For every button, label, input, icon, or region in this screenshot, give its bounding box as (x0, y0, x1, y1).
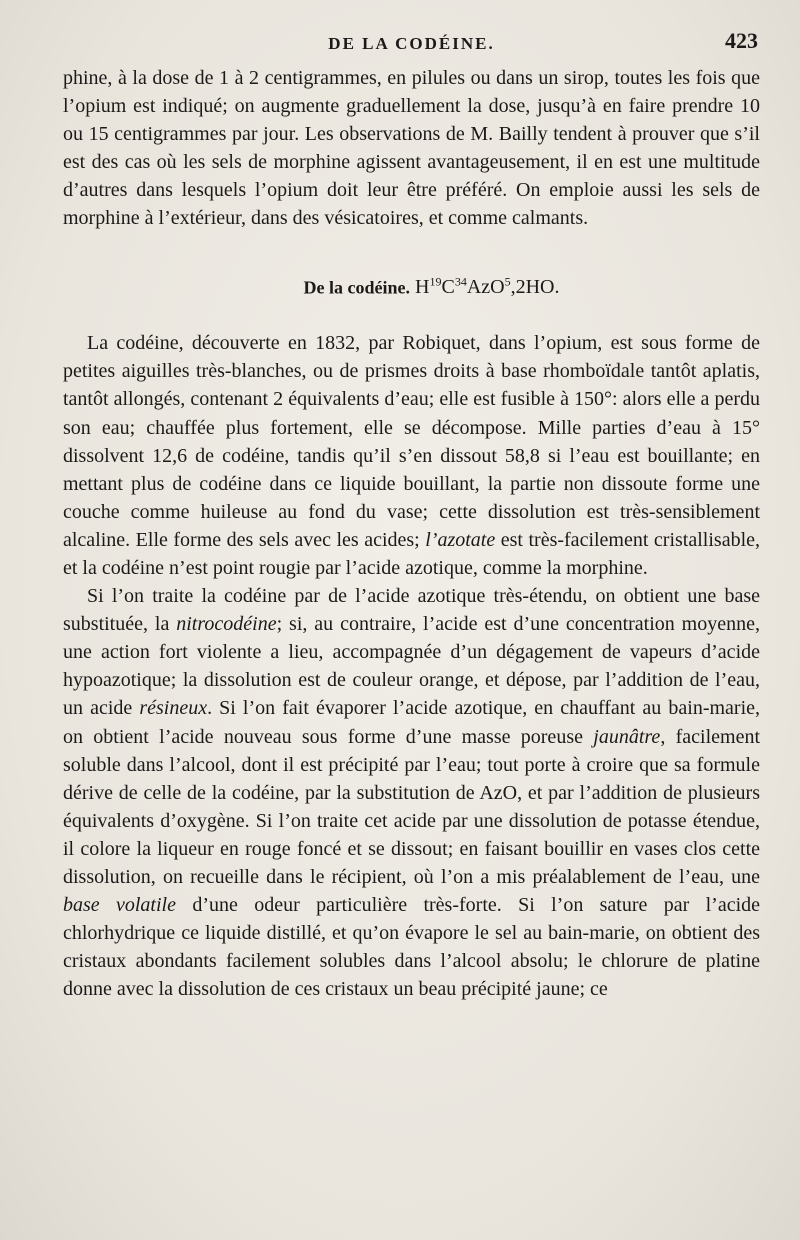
italic-term-azotate: l’azotate (425, 528, 496, 551)
italic-term-nitrocodeine: nitrocodéine (176, 613, 277, 636)
section-heading (63, 270, 760, 300)
section-title: De la codéine. (303, 277, 411, 298)
body-text (63, 64, 760, 1003)
paragraph-nitric-acid: Si l’on traite la codéine par de l’acide azotique très-étendu, on obtient une base substituée, la nitrocodéine; si, au contraire, l’acide est d’une concentration moyenne, une action fort violente a lieu, accompagnée d’un dégagement de vapeurs d’acide hypoazotique; la dissolution est de couleur orange, et dépose, par l’addition de l’eau, un acide résineux. Si l’on fait évaporer l’acide azotique, en chauffant au bain-marie, on obtient l’acide nouveau sous forme d’une masse poreuse jaunâtre, facilement soluble dans l’alcool, dont il est précipité par l’eau; tout porte à croire que sa formule dérive de celle de la codéine, par la substitution de AzO, et par l’addition de plusieurs équivalents d’oxygène. Si l’on traite cet acide par une dissolution de potasse étendue, il colore la liqueur en rouge foncé et se dissout; en faisant bouillir en vases clos cette dissolution, on recueille dans le récipient, où l’on a mis préalablement de l’eau, une base volatile d’une odeur particulière très-forte. Si l’on sature par l’acide chlorhydrique ce liquide distillé, et qu’on évapore le sel au bain-marie, on obtient des cristaux abondants facilement solubles dans l’alcool absolu; le chlorure de platine donne avec la dissolution de ces cristaux un beau précipité jaune; ce (63, 585, 761, 1001)
running-title: DE LA CODÉINE. (328, 34, 495, 53)
paragraph-codeine-properties: La codéine, découverte en 1832, par Robiquet, dans l’opium, est sous forme de petites aiguilles très-blanches, ou de prismes droits à base rhomboïdale tantôt aplatis, tantôt allongés, contenant 2 équivalents d’eau; elle est fusible à 150°: alors elle a perdu son eau; chauffée plus fortement, elle se décompose. Mille parties d’eau à 15° dissolvent 12,6 de codéine, tandis qu’il s’en dissout 58,8 si l’eau est bouillante; en mettant plus de codéine dans ce liquide bouillant, la partie non dissoute forme une couche comme huileuse au fond du vase; cette dissolution est très-sensiblement alcaline. Elle forme des sels avec les acides; l’azotate est très-facilement cristallisable, et la codéine n’est point rougie par l’acide azotique, comme la morphine. (63, 332, 761, 579)
paragraph-continued: phine, à la dose de 1 à 2 centigrammes, en pilules ou dans un sirop, toutes les fois que l’opium est indiqué; on augmente graduellement la dose, jusqu’à en faire prendre 10 ou 15 centigrammes par jour. Les observations de M. Bailly tendent à prouver que s’il est des cas où les sels de morphine agissent avantageusement, il en est une multitude d’autres dans lesquels l’opium doit leur être préféré. On emploie aussi les sels de morphine à l’extérieur, dans des vésicatoires, et comme calmants. (63, 67, 760, 230)
italic-term-jaunatre: jaunâtre (593, 725, 661, 748)
page-number: 423 (725, 28, 758, 53)
italic-term-base-volatile: base volatile (63, 894, 176, 917)
running-head (63, 0, 760, 64)
chemical-formula: $H^{19}C^{34}AzO^5,2HO$. (415, 274, 560, 299)
italic-term-resineux: résineux (139, 697, 208, 720)
